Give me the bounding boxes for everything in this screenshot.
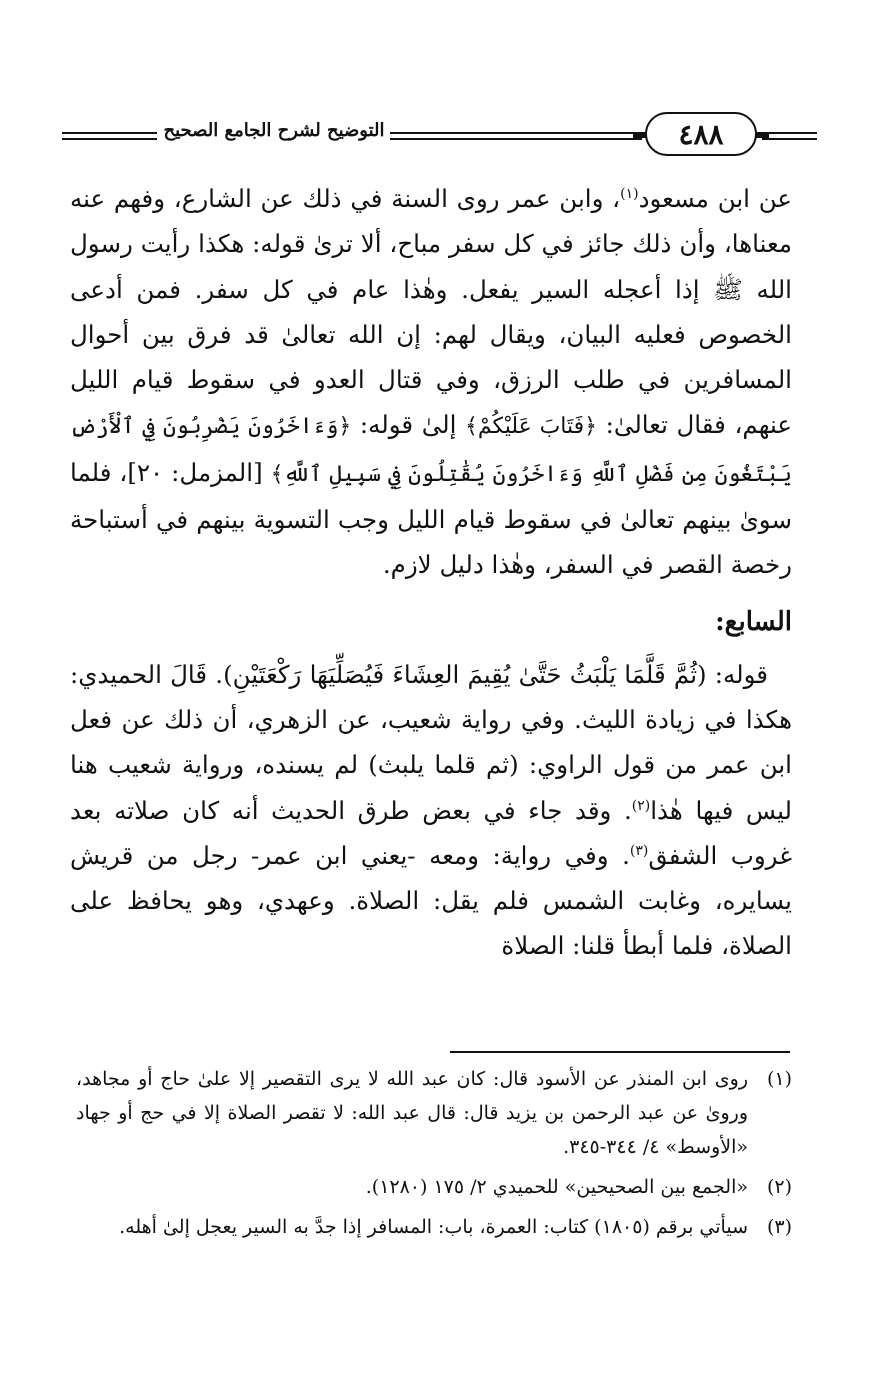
hadith-quote: (ثُمَّ قَلَّمَا يَلْبَثُ حَتَّىٰ يُقِيمَ العِشَاءَ فَيُصَلِّيَهَا رَكْعَتَيْنِ)	[223, 659, 707, 689]
running-title: التوضيح لشرح الجامع الصحيح	[163, 120, 385, 141]
quran-quote: ﴿وَءَاخَرُونَ يَضْرِبُونَ فِي ٱلْأَرْضِ يَبْتَغُونَ مِن فَضْلِ ٱللَّهِ وَءَاخَرُونَ يُقَٰتِلُونَ فِي سَبِيلِ ٱللَّهِ﴾	[70, 414, 792, 487]
footnote-number: (٣)	[766, 1216, 792, 1238]
footnote-number: (٢)	[766, 1176, 792, 1198]
text-run: . وفي رواية: ومعه -يعني ابن عمر- رجل من قريش يسايره، وغابت الشمس فلم يقل: الصلاة. وعهدي، وهو يحافظ على الصلاة، فلما أبطأ قلنا: الصلاة	[70, 840, 792, 961]
footnote	[76, 1062, 792, 1164]
footnote-number: (١)	[766, 1068, 792, 1090]
footnote-marker: (١)	[620, 185, 639, 202]
header-rule	[62, 132, 157, 134]
text-run: ، وابن عمر روى السنة في ذلك عن الشارع، وفهم عنه معناها، وأن ذلك جائز في كل سفر مباح، ألا ترىٰ قوله: هكذا رأيت رسول الله ﷺ إذا أعجله السير يفعل. وهٰذا عام في كل سفر. فمن أدعى الخصوص فعليه البيان، ويقال لهم: إن الله تعالىٰ قد فرق بين أحوال المسافرين في طلب الرزق، وفي قتال العدو في سقوط قيام الليل عنهم، فقال تعالىٰ:	[70, 184, 792, 440]
footnote-text: «الجمع بين الصحيحين» للحميدي ٢/ ١٧٥ (١٢٨٠).	[365, 1176, 748, 1198]
section-heading: السابع:	[715, 606, 792, 637]
page-header	[62, 112, 817, 162]
footnote	[76, 1210, 792, 1244]
page-number: ٤٨٨	[645, 112, 757, 156]
footnotes	[76, 1062, 792, 1250]
footnote-text: سيأتي برقم (١٨٠٥) كتاب: العمرة، باب: المسافر إذا جدَّ به السير يعجل إلىٰ أهله.	[119, 1216, 748, 1238]
header-rule	[390, 138, 642, 140]
text-run: . وقد جاء في بعض طرق الحديث أنه كان صلاته بعد غروب الشفق	[70, 795, 793, 870]
header-rule	[762, 138, 817, 140]
footnote-text: روى ابن المنذر عن الأسود قال: كان عبد الله لا يرى التقصير إلا علىٰ حاج أو مجاهد، وروىٰ عن عبد الرحمن بن يزيد قال: قال عبد الله: لا تقصر الصلاة إلا في حج أو جهاد «الأوسط» ٤/ ٣٤٤-٣٤٥.	[76, 1068, 748, 1158]
header-rule	[62, 138, 157, 140]
text-run: إلىٰ قوله:	[351, 410, 466, 440]
text-run: عن ابن مسعود	[638, 184, 792, 213]
header-rule	[390, 132, 642, 134]
paragraph	[70, 176, 792, 588]
footnote-separator	[450, 1051, 790, 1053]
footnote-marker: (٢)	[631, 797, 651, 814]
paragraph	[70, 652, 792, 969]
footnote	[76, 1170, 792, 1204]
text-run: [المزمل: ٢٠]، فلما سوىٰ بينهم تعالىٰ في سقوط قيام الليل وجب التسوية بينهم في أستباحة رخصة القصر في السفر، وهٰذا دليل لازم.	[70, 457, 792, 580]
header-rule	[762, 132, 817, 134]
footnote-marker: (٣)	[629, 842, 649, 859]
main-text	[70, 176, 792, 969]
text-run: قوله:	[706, 659, 768, 689]
quran-quote: ﴿فَتَابَ عَلَيْكُمْ﴾	[465, 414, 598, 440]
text-run: . قَالَ الحميدي: هكذا في زيادة الليث. وفي رواية شعيب، عن الزهري، أن ذلك عن فعل ابن عمر من قول الراوي: (ثم قلما يلبث) لم يسنده، ورواية شعيب هنا ليس فيها هٰذا	[70, 659, 793, 825]
